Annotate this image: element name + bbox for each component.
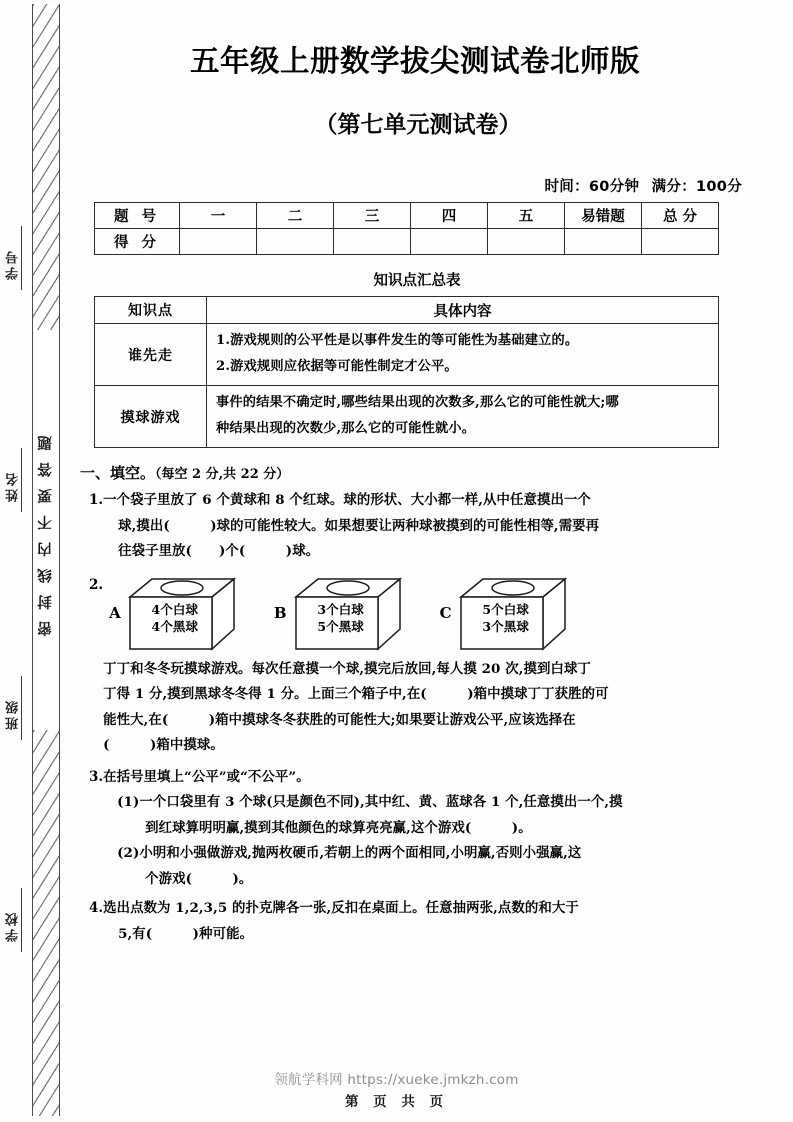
question-text bbox=[103, 765, 742, 893]
question-line: 能性大,在( )箱中摸球冬冬获胜的可能性大;如果要让游戏公平,应该选择在 bbox=[103, 711, 576, 728]
score-cell-total[interactable] bbox=[642, 229, 719, 255]
question-1 bbox=[80, 488, 742, 565]
score-table-col-mistakes: 易错题 bbox=[565, 203, 642, 229]
questions-area bbox=[80, 462, 742, 947]
question-line: 一个袋子里放了 6 个黄球和 8 个红球。球的形状、大小都一样,从中任意摸出一个 bbox=[103, 492, 591, 508]
box-label-line: 4个白球 bbox=[151, 601, 199, 617]
question-line: 丁丁和冬冬玩摸球游戏。每次任意摸一个球,摸完后放回,每人摸 20 次,摸到白球丁 bbox=[103, 660, 591, 677]
question-number: 3. bbox=[89, 768, 104, 785]
student-field-banji: 班级 bbox=[6, 698, 21, 730]
question-line: (2)小明和小强做游戏,抛两枚硬币,若朝上的两个面相同,小明赢,否则小强赢,这 bbox=[117, 845, 582, 861]
kp-line: 2.游戏规则应依据等可能性制定才公平。 bbox=[216, 359, 458, 374]
question-line: (1)一个口袋里有 3 个球(只是颜色不同),其中红、黄、蓝球各 1 个,任意摸出一个,摸 bbox=[117, 794, 623, 810]
box-label-line: 5个白球 bbox=[482, 601, 529, 617]
box-label-line: 3个白球 bbox=[317, 601, 364, 617]
question-subitem-2 bbox=[103, 841, 742, 892]
question-2 bbox=[80, 573, 742, 759]
score-table-row-label: 题 号 bbox=[95, 203, 180, 229]
question-text bbox=[103, 488, 742, 565]
question-text bbox=[103, 573, 742, 759]
three-boxes-figure bbox=[103, 575, 742, 653]
ball-box-c bbox=[457, 575, 569, 653]
box-label-line: 5个黑球 bbox=[317, 618, 364, 634]
ball-box-b bbox=[292, 575, 404, 653]
page-subtitle: （第七单元测试卷） bbox=[314, 112, 522, 138]
section-points: （每空 2 分,共 22 分） bbox=[155, 467, 290, 482]
page-title: 五年级上册数学拔尖测试卷北师版 bbox=[189, 44, 640, 78]
box-letter-b: B bbox=[273, 603, 287, 622]
exam-total-score: 满分：100分 bbox=[651, 179, 742, 195]
kp-line: 1.游戏规则的公平性是以事件发生的等可能性为基础建立的。 bbox=[216, 333, 579, 348]
score-table-col-4: 四 bbox=[411, 203, 488, 229]
score-table-col-1: 一 bbox=[180, 203, 257, 229]
page-number: 第 页 共 页 bbox=[344, 1094, 449, 1110]
kp-row-name: 摸球游戏 bbox=[95, 386, 207, 448]
kp-row-name: 谁先走 bbox=[95, 324, 207, 386]
box-letter-a: A bbox=[109, 603, 121, 622]
knowledge-point-table bbox=[94, 296, 719, 448]
score-cell-2[interactable] bbox=[257, 229, 334, 255]
question-line: 选出点数为 1,2,3,5 的扑克牌各一张,反扣在桌面上。任意抽两张,点数的和大于 bbox=[103, 900, 579, 916]
site-watermark: 领航学科网 https://xueke.jmkzh.com bbox=[274, 1072, 519, 1088]
box-contents-a bbox=[136, 601, 214, 635]
exam-time: 时间：60分钟 bbox=[544, 179, 640, 195]
question-3 bbox=[80, 765, 742, 893]
knowledge-table-heading: 知识点汇总表 bbox=[373, 272, 461, 289]
question-line: 5,有( )种可能。 bbox=[118, 925, 254, 942]
score-table-col-total: 总 分 bbox=[642, 203, 719, 229]
kp-row-content bbox=[207, 386, 719, 448]
question-line: 到红球算明明赢,摸到其他颜色的球算亮亮赢,这个游戏( )。 bbox=[145, 819, 532, 836]
question-line: 个游戏( )。 bbox=[145, 870, 253, 887]
question-subitem-1 bbox=[103, 790, 742, 841]
table-row bbox=[95, 297, 719, 324]
ball-box-a bbox=[126, 575, 238, 653]
question-line: ( )箱中摸球。 bbox=[103, 737, 224, 753]
exam-meta bbox=[76, 175, 742, 196]
student-field-xingming: 姓名 bbox=[6, 470, 21, 502]
question-number: 2. bbox=[89, 576, 104, 593]
score-cell-3[interactable] bbox=[334, 229, 411, 255]
table-row bbox=[95, 203, 719, 229]
section-title: 一、填空。 bbox=[80, 464, 156, 482]
score-cell-4[interactable] bbox=[411, 229, 488, 255]
box-contents-c bbox=[467, 601, 545, 635]
question-line: 球,摸出( )球的可能性较大。如果想要让两种球被摸到的可能性相等,需要再 bbox=[118, 517, 600, 534]
score-cell-1[interactable] bbox=[180, 229, 257, 255]
score-table-col-5: 五 bbox=[488, 203, 565, 229]
question-4 bbox=[80, 896, 742, 947]
table-row bbox=[95, 229, 719, 255]
kp-line: 事件的结果不确定时,哪些结果出现的次数多,那么它的可能性就大;哪 bbox=[216, 395, 619, 410]
question-line: 丁得 1 分,摸到黑球冬冬得 1 分。上面三个箱子中,在( )箱中摸球丁丁获胜的可 bbox=[103, 686, 609, 702]
question-number: 1. bbox=[89, 492, 104, 508]
kp-line: 种结果出现的次数少,那么它的可能性就小。 bbox=[216, 421, 476, 436]
score-table-row-label: 得 分 bbox=[95, 229, 180, 255]
content-column bbox=[76, 0, 776, 1122]
question-line: 在括号里填上“公平”或“不公平”。 bbox=[103, 768, 310, 785]
table-row bbox=[95, 324, 719, 386]
section-heading-1 bbox=[80, 462, 742, 483]
student-field-xuexiao: 学校 bbox=[6, 910, 21, 942]
score-cell-5[interactable] bbox=[488, 229, 565, 255]
box-letter-c: C bbox=[439, 603, 452, 622]
page-footer bbox=[0, 1068, 793, 1110]
table-row bbox=[95, 386, 719, 448]
kp-header-content: 具体内容 bbox=[207, 297, 719, 324]
box-unit-c bbox=[440, 575, 569, 653]
box-contents-b bbox=[302, 601, 380, 635]
kp-header-name: 知识点 bbox=[95, 297, 207, 324]
question-text bbox=[103, 896, 742, 947]
score-table bbox=[94, 202, 719, 255]
score-table-col-2: 二 bbox=[257, 203, 334, 229]
kp-row-content bbox=[207, 324, 719, 386]
box-label-line: 3个黑球 bbox=[482, 618, 529, 634]
student-field-xuehao: 学号 bbox=[6, 248, 21, 280]
box-unit-b bbox=[274, 575, 404, 653]
question-line: 往袋子里放( )个( )球。 bbox=[118, 543, 320, 559]
question-number: 4. bbox=[89, 900, 104, 916]
score-cell-mistakes[interactable] bbox=[565, 229, 642, 255]
score-table-col-3: 三 bbox=[334, 203, 411, 229]
sealing-line-text: 密封线内不要答题 bbox=[33, 330, 59, 730]
box-unit-a bbox=[109, 575, 238, 653]
box-label-line: 4个黑球 bbox=[151, 618, 199, 634]
